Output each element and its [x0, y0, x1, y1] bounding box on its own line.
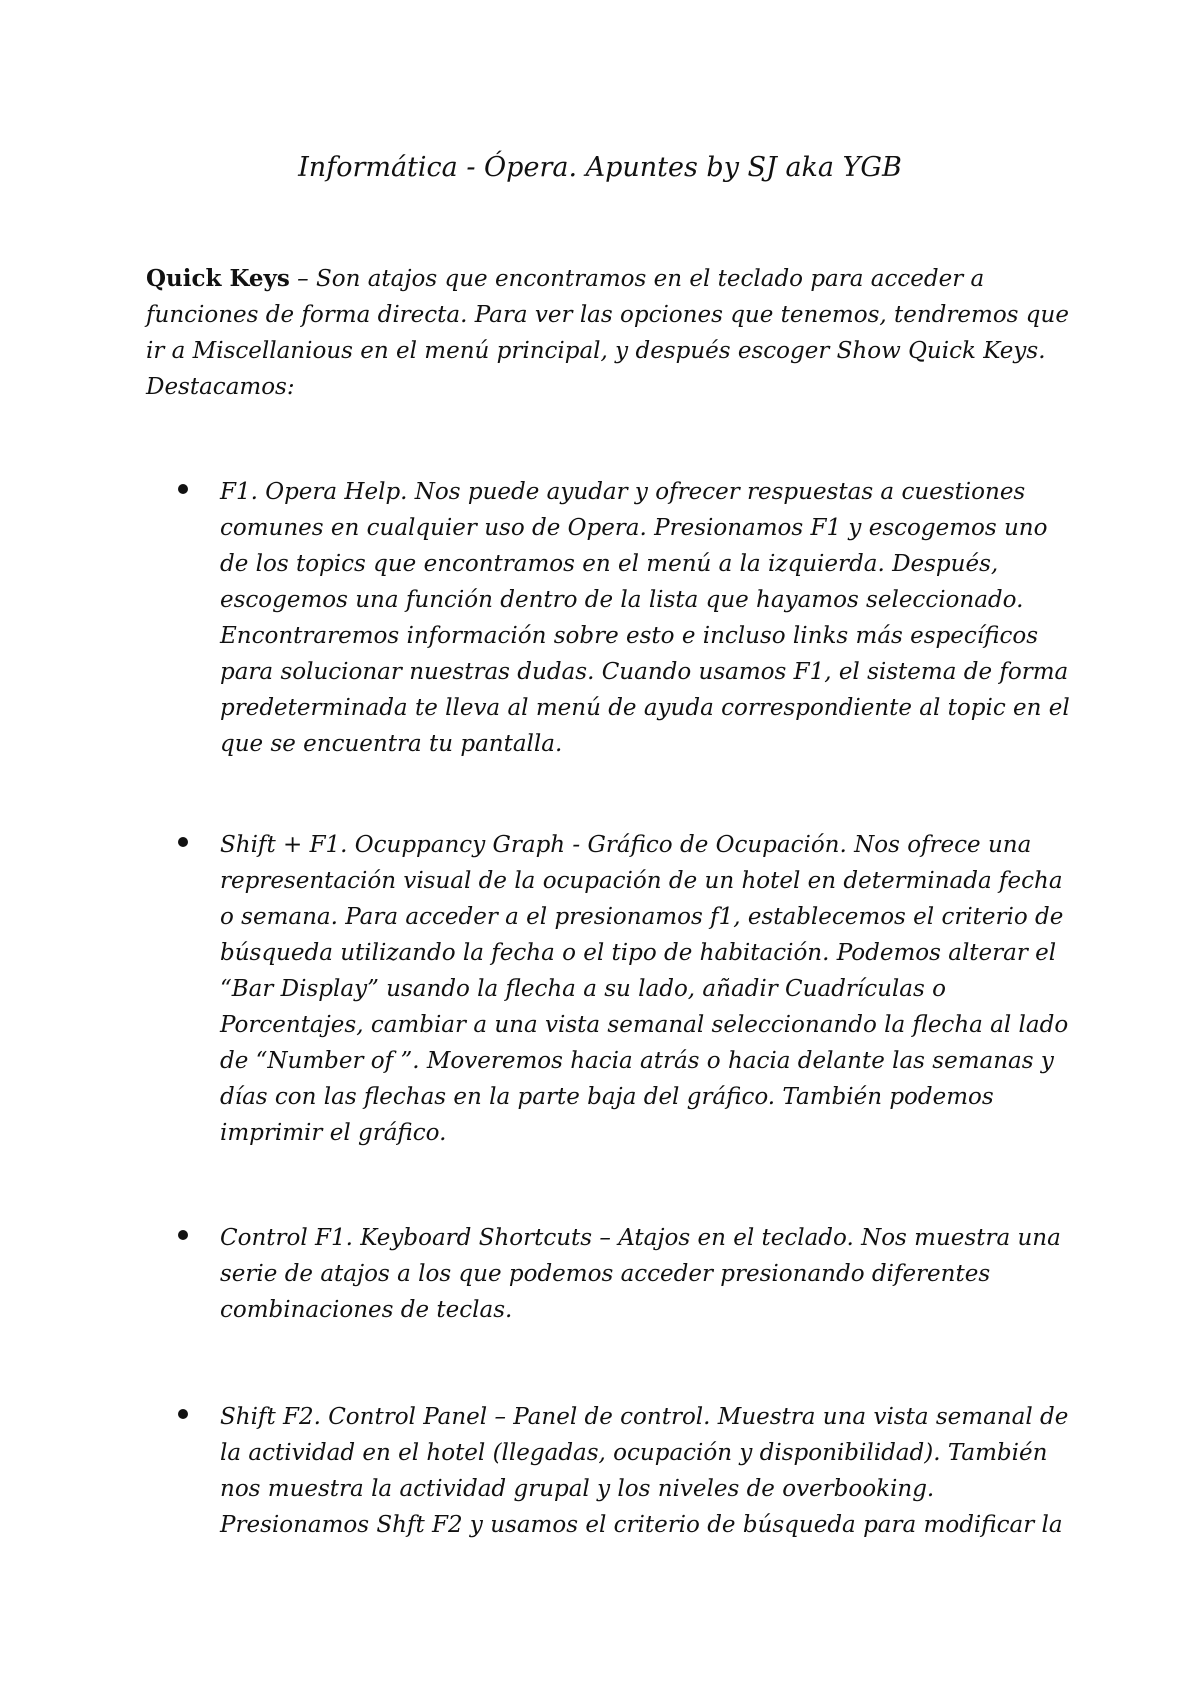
- list-item: [220, 1399, 1080, 1543]
- list-item: [220, 474, 1080, 762]
- intro-term: Quick Keys: [146, 265, 290, 292]
- list-item: [220, 827, 1080, 1151]
- bullet-icon: [178, 484, 188, 494]
- document-title: Informática - Ópera. Apuntes by SJ aka YGB: [298, 152, 902, 183]
- intro-text: – Son atajos que encontramos en el teclado para acceder a funciones de forma directa. Para ver las opciones que tenemos, tendremos que ir a Miscellanious en el menú principal, y después escoger Show Quick Keys. Destacamos:: [146, 266, 1069, 400]
- list-item-text: F1. Opera Help. Nos puede ayudar y ofrecer respuestas a cuestiones comunes en cualquier uso de Opera. Presionamos F1 y escogemos uno de los topics que encontramos en el menú a la izquierda. Después, escogemos una función dentro de la lista que hayamos seleccionado. Encontraremos información sobre esto e incluso links más específicos para solucionar nuestras dudas. Cuando usamos F1, el sistema de forma predeterminada te lleva al menú de ayuda correspondiente al topic en el que se encuentra tu pantalla.: [220, 479, 1070, 757]
- intro-paragraph: [146, 261, 1076, 405]
- list-item-text: Shift + F1. Ocuppancy Graph - Gráfico de Ocupación. Nos ofrece una representación visual de la ocupación de un hotel en determinada fecha o semana. Para acceder a el presionamos f1, establecemos el criterio de búsqueda utilizando la fecha o el tipo de habitación. Podemos alterar el “Bar Display” usando la flecha a su lado, añadir Cuadrículas o Porcentajes, cambiar a una vista semanal seleccionando la flecha al lado de “Number of ”. Moveremos hacia atrás o hacia delante las semanas y días con las flechas en la parte baja del gráfico. También podemos imprimir el gráfico.: [220, 832, 1069, 1146]
- list-item-text: Shift F2. Control Panel – Panel de control. Muestra una vista semanal de la actividad en el hotel (llegadas, ocupación y disponibilidad). También nos muestra la actividad grupal y los niveles de overbooking. Presionamos Shft F2 y usamos el criterio de búsqueda para modificar la: [220, 1404, 1069, 1538]
- bullet-icon: [178, 1409, 188, 1419]
- bullet-icon: [178, 837, 188, 847]
- list-item-text: Control F1. Keyboard Shortcuts – Atajos en el teclado. Nos muestra una serie de atajos a los que podemos acceder presionando diferentes combinaciones de teclas.: [220, 1225, 1061, 1323]
- bullet-icon: [178, 1230, 188, 1240]
- list-item: [220, 1220, 1080, 1328]
